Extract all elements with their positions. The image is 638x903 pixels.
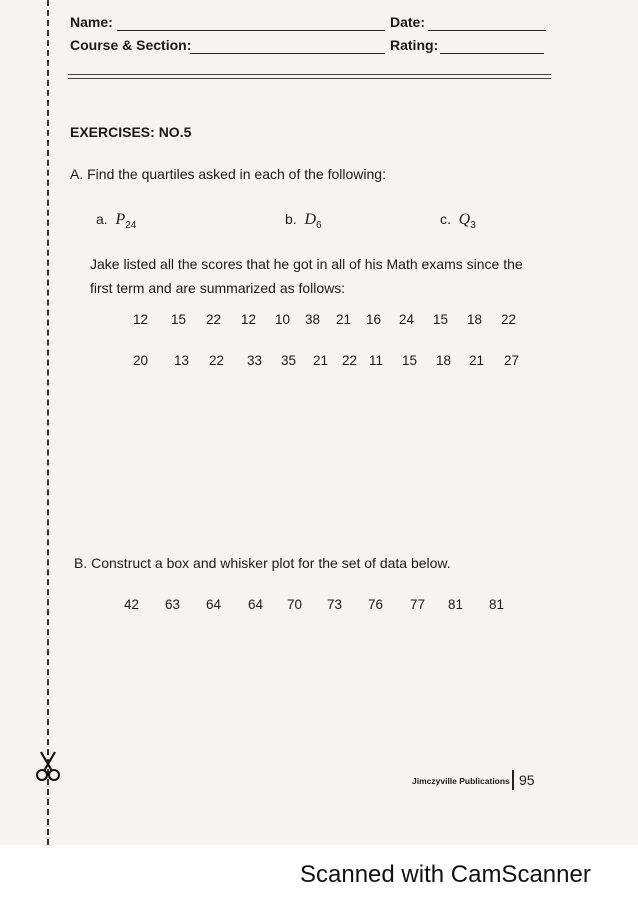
option-c: [440, 211, 476, 231]
score-value: 21: [336, 312, 352, 327]
name-label: Name:: [70, 14, 113, 30]
publisher-name: Jimczyville Publications: [412, 776, 510, 786]
score-value: 24: [399, 312, 415, 327]
score-value: 22: [206, 312, 222, 327]
score-value: 12: [241, 312, 257, 327]
option-a-sub: 24: [125, 219, 137, 231]
score-value: 22: [209, 353, 225, 368]
data-value: 64: [206, 597, 222, 612]
option-a-label: a.: [96, 211, 108, 227]
option-c-sub: 3: [470, 219, 476, 231]
course-label: Course & Section:: [70, 37, 192, 53]
data-value: 81: [448, 597, 464, 612]
problem-paragraph-line2: first term and are summarized as follows:: [90, 280, 346, 296]
data-value: 81: [489, 597, 505, 612]
option-a: [96, 211, 136, 231]
score-value: 33: [247, 353, 263, 368]
score-value: 21: [313, 353, 329, 368]
name-field[interactable]: [117, 30, 385, 31]
score-value: 11: [369, 353, 384, 368]
score-value: 13: [174, 353, 190, 368]
option-b: [285, 211, 322, 231]
rating-field[interactable]: [440, 53, 544, 54]
problem-paragraph-line1: Jake listed all the scores that he got in all of his Math exams since the: [90, 256, 523, 272]
option-c-symbol: Q: [458, 211, 471, 228]
score-value: 20: [133, 353, 149, 368]
exercise-title: EXERCISES: NO.5: [70, 124, 192, 140]
score-value: 16: [366, 312, 382, 327]
page-number: 95: [519, 772, 535, 788]
part-a-prompt: A. Find the quartiles asked in each of the following:: [70, 166, 386, 182]
score-value: 22: [501, 312, 517, 327]
option-a-symbol: P: [115, 211, 126, 228]
score-value: 38: [305, 312, 321, 327]
data-value: 70: [287, 597, 303, 612]
scores-row-1: [0, 312, 638, 332]
course-field[interactable]: [190, 53, 385, 54]
score-value: 27: [504, 353, 520, 368]
option-b-sub: 6: [316, 219, 322, 231]
score-value: 35: [281, 353, 297, 368]
rating-label: Rating:: [390, 37, 439, 53]
option-b-symbol: D: [304, 211, 317, 228]
score-value: 22: [342, 353, 358, 368]
score-value: 12: [133, 312, 149, 327]
score-value: 15: [171, 312, 187, 327]
scissors-icon: [30, 748, 66, 784]
date-label: Date:: [390, 14, 426, 30]
header-rule-bottom: [68, 78, 551, 79]
scores-row-2: [0, 353, 638, 373]
score-value: 15: [402, 353, 418, 368]
score-value: 18: [467, 312, 483, 327]
data-value: 76: [368, 597, 384, 612]
data-value: 42: [124, 597, 140, 612]
data-value: 77: [410, 597, 426, 612]
score-value: 21: [469, 353, 485, 368]
footer-divider: [512, 770, 514, 790]
camscanner-watermark: Scanned with CamScanner: [300, 861, 591, 888]
data-value: 63: [165, 597, 181, 612]
date-field[interactable]: [428, 30, 546, 31]
score-value: 18: [436, 353, 452, 368]
score-value: 10: [275, 312, 291, 327]
part-b-prompt: B. Construct a box and whisker plot for the set of data below.: [74, 555, 451, 571]
data-values-row: [0, 597, 638, 617]
option-b-label: b.: [285, 211, 297, 227]
cut-line: [47, 0, 49, 845]
score-value: 15: [433, 312, 449, 327]
option-c-label: c.: [440, 211, 451, 227]
data-value: 64: [248, 597, 264, 612]
data-value: 73: [327, 597, 343, 612]
header-rule-top: [68, 74, 551, 75]
